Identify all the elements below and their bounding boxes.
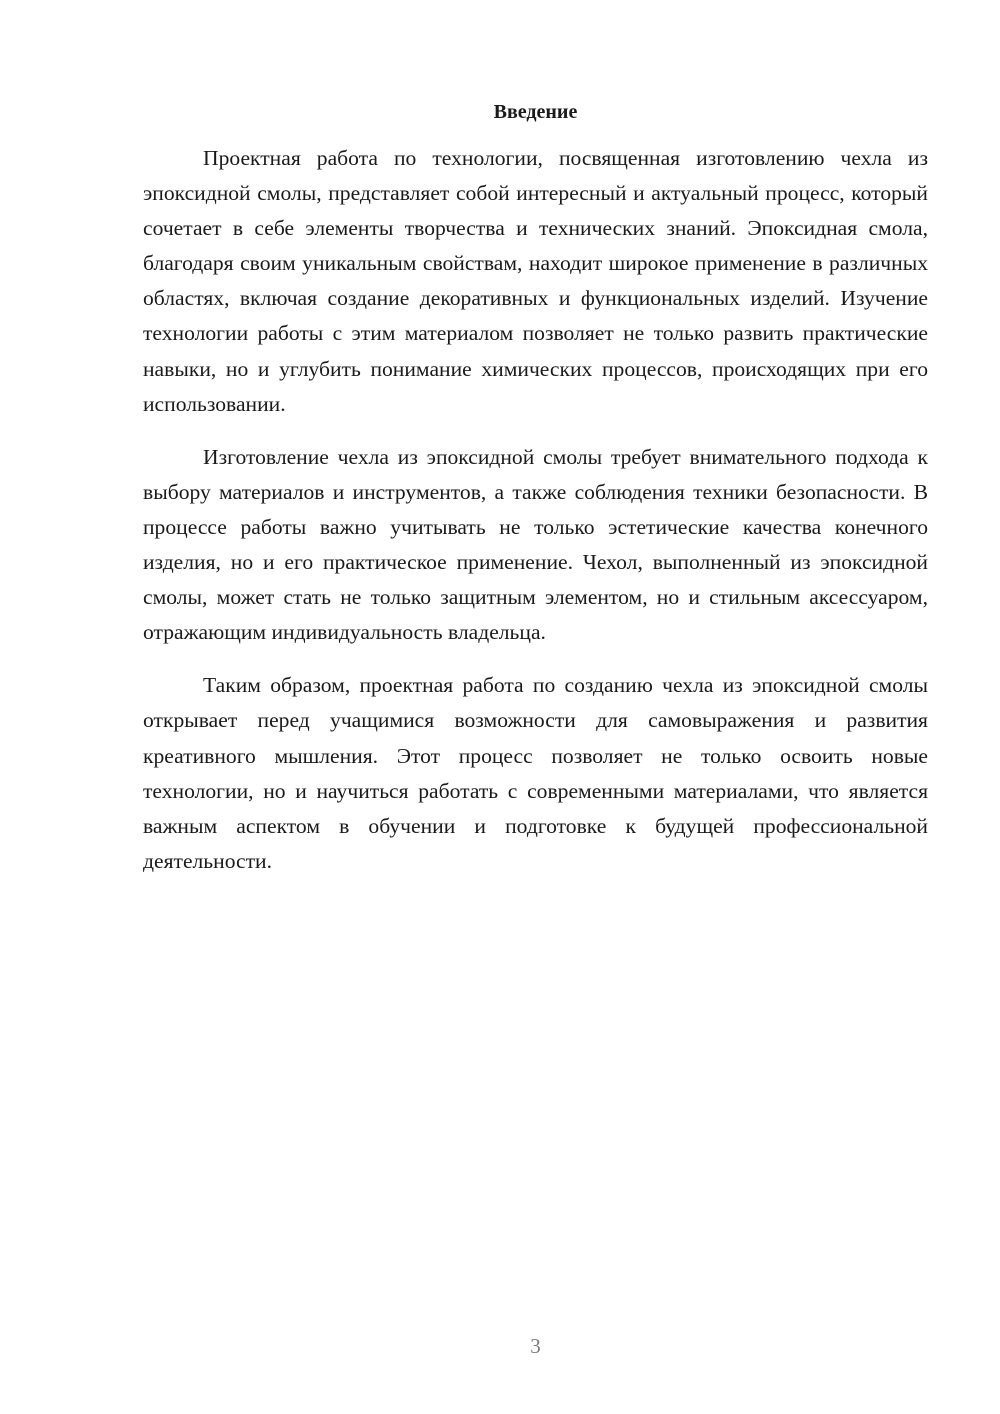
page-number: 3 [530,1334,541,1358]
paragraph-2: Изготовление чехла из эпоксидной смолы требует внимательного подхода к выбору материалов и инструментов, а также соблюдения техники безопасности. В процессе работы важно учитывать не только эстетические качества конечного изделия, но и его практическое применение. Чехол, выполненный из эпоксидной смолы, может стать не только защитным элементом, но и стильным аксессуаром, отражающим индивидуальность владельца. [143,444,928,645]
paragraph-3: Таким образом, проектная работа по созданию чехла из эпоксидной смолы открывает перед учащимися возможности для самовыражения и развития креативного мышления. Этот процесс позволяет не только освоить новые технологии, но и научиться работать с современными материалами, что является важным аспектом в обучении и подготовке к будущей профессиональной деятельности. [143,673,928,873]
document-body [143,141,928,897]
paragraph-1: Проектная работа по технологии, посвященная изготовлению чехла из эпоксидной смолы, представляет собой интересный и актуальный процесс, который сочетает в себе элементы творчества и технических знаний. Эпоксидная смола, благодаря своим уникальным свойствам, находит широкое применение в различных областях, включая создание декоративных и функциональных изделий. Изучение технологии работы с этим материалом позволяет не только развить практические навыки, но и углубить понимание химических процессов, происходящих при его использовании. [143,146,928,416]
section-title: Введение [493,101,578,123]
